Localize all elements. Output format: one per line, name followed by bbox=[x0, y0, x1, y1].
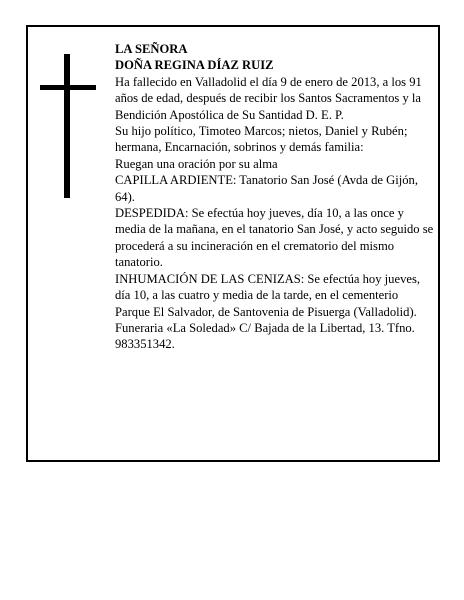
deceased-name: DOÑA REGINA DÍAZ RUIZ bbox=[115, 58, 274, 73]
funeral-home-info: Funeraria «La Soledad» C/ Bajada de la Libertad, 13. Tfno. 983351342. bbox=[115, 320, 415, 352]
cross-vertical-bar bbox=[64, 54, 70, 198]
death-announcement: Ha fallecido en Valladolid el día 9 de enero de 2013, a los 91 años de edad, después de recibir los Santos Sacramentos y la Bendición Apostólica de Su Santidad D. E. P. bbox=[115, 74, 422, 122]
prayer-request: Ruegan una oración por su alma bbox=[115, 156, 278, 171]
cross-icon bbox=[40, 54, 96, 198]
obituary-notice bbox=[26, 25, 440, 462]
chapel-info: CAPILLA ARDIENTE: Tanatorio San José (Avda de Gijón, 64). bbox=[115, 173, 418, 204]
notice-title: LA SEÑORA bbox=[115, 42, 188, 56]
family-list: Su hijo político, Timoteo Marcos; nietos, Daniel y Rubén; hermana, Encarnación, sobrinos y demás familia: bbox=[115, 124, 408, 155]
farewell-info: DESPEDIDA: Se efectúa hoy jueves, día 10, a las once y media de la mañana, en el tanatorio San José, y acto seguido se procederá a su incineración en el crematorio del mismo tanatorio. bbox=[115, 206, 434, 270]
burial-info: INHUMACIÓN DE LAS CENIZAS: Se efectúa hoy jueves, día 10, a las cuatro y media de la tarde, en el cementerio Parque El Salvador, de Santovenia de Pisuerga (Valladolid). bbox=[115, 271, 420, 319]
cross-horizontal-bar bbox=[40, 85, 96, 90]
notice-text bbox=[115, 41, 435, 353]
